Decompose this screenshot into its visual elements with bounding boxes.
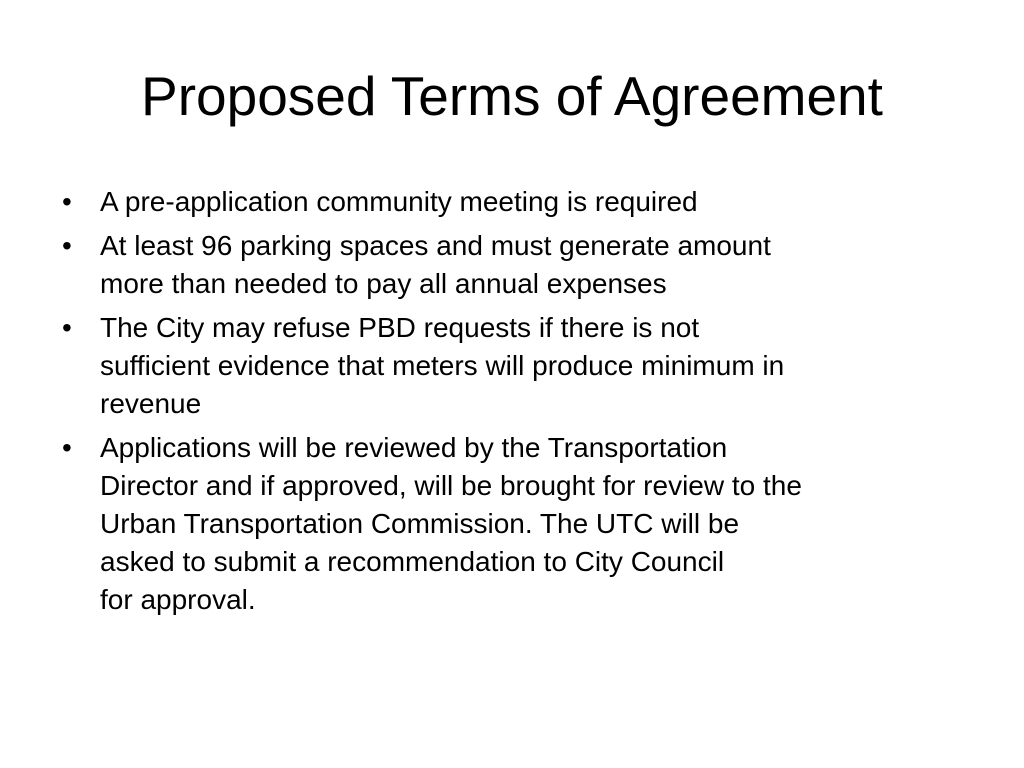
bullet-dot-icon: • bbox=[62, 186, 72, 217]
bullet-text-line: The City may refuse PBD requests if there is not bbox=[100, 312, 700, 343]
bullet-dot-icon: • bbox=[62, 432, 72, 463]
bullet-dot-icon: • bbox=[62, 230, 72, 261]
slide-title: Proposed Terms of Agreement bbox=[141, 65, 883, 127]
bullet-item bbox=[56, 183, 976, 221]
bullet-text-line: Director and if approved, will be brought for review to the bbox=[100, 470, 802, 501]
bullet-item bbox=[56, 227, 976, 303]
bullet-text-line: sufficient evidence that meters will produce minimum in bbox=[100, 350, 785, 381]
bullet-text-line: revenue bbox=[100, 388, 202, 419]
bullet-list bbox=[56, 183, 976, 625]
bullet-dot-icon: • bbox=[62, 312, 72, 343]
bullet-item bbox=[56, 429, 976, 619]
bullet-text-line: more than needed to pay all annual expenses bbox=[100, 268, 667, 299]
bullet-text-line: for approval. bbox=[100, 584, 256, 615]
bullet-text-line: asked to submit a recommendation to City Council bbox=[100, 546, 725, 577]
bullet-text-line: At least 96 parking spaces and must generate amount bbox=[100, 230, 771, 261]
bullet-item bbox=[56, 309, 976, 423]
bullet-text-line: Applications will be reviewed by the Transportation bbox=[100, 432, 728, 463]
bullet-text-line: A pre-application community meeting is required bbox=[100, 186, 698, 217]
bullet-text-line: Urban Transportation Commission. The UTC will be bbox=[100, 508, 740, 539]
